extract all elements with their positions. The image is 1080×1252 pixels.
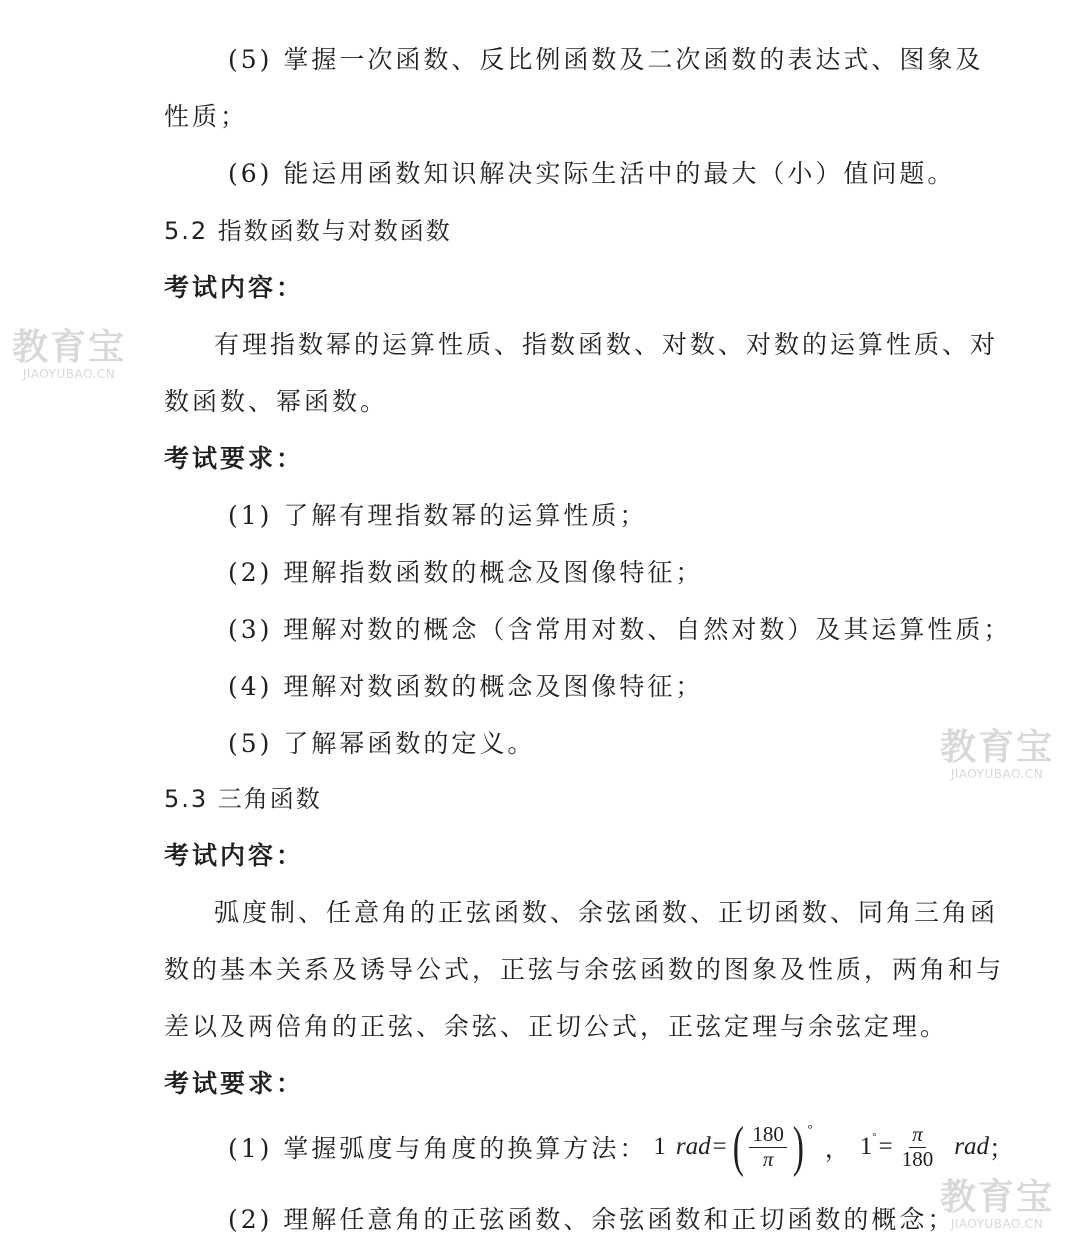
fraction-180-over-pi bbox=[749, 1123, 787, 1170]
degree-symbol: ° bbox=[807, 1121, 813, 1136]
exam-content-line1: 弧度制、任意角的正弦函数、余弦函数、正切函数、同角三角函 bbox=[214, 898, 999, 927]
requirement-item: (2) 理解任意角的正弦函数、余弦函数和正切函数的概念； bbox=[228, 1205, 956, 1234]
right-paren: ) bbox=[792, 1116, 804, 1178]
numerator: π bbox=[909, 1123, 926, 1147]
exam-content-line2: 数的基本关系及诱导公式，正弦与余弦函数的图象及性质，两角和与 bbox=[164, 955, 1005, 984]
requirement-item: (5) 了解幂函数的定义。 bbox=[228, 729, 536, 758]
watermark-logo bbox=[940, 1177, 1055, 1231]
exam-requirements-label: 考试要求： bbox=[164, 1069, 305, 1098]
formula-rad: rad bbox=[954, 1133, 989, 1160]
requirement-radian-conversion bbox=[228, 1115, 1014, 1179]
requirement-item: (1) 了解有理指数幂的运算性质； bbox=[228, 501, 648, 530]
formula-separator: ， bbox=[824, 1136, 850, 1163]
radian-formula bbox=[653, 1116, 1015, 1178]
requirement-item: (4) 理解对数函数的概念及图像特征； bbox=[228, 672, 704, 701]
section-heading-5-2: 5.2 指数函数与对数函数 bbox=[164, 217, 452, 245]
fraction-pi-over-180 bbox=[899, 1123, 937, 1170]
watermark-brand: 教育宝 bbox=[12, 327, 127, 368]
exam-content-label: 考试内容： bbox=[164, 273, 305, 302]
formula-equals: = bbox=[878, 1133, 893, 1160]
degree-symbol: ° bbox=[872, 1131, 877, 1143]
requirement-item: (3) 理解对数的概念（含常用对数、自然对数）及其运算性质； bbox=[228, 615, 1012, 644]
exam-content-line1: 有理指数幂的运算性质、指数函数、对数、对数的运算性质、对 bbox=[214, 330, 999, 359]
formula-equals: = bbox=[712, 1133, 727, 1160]
requirement-5-line1: (5) 掌握一次函数、反比例函数及二次函数的表达式、图象及 bbox=[228, 45, 984, 74]
denominator: 180 bbox=[901, 1146, 934, 1171]
watermark-logo bbox=[940, 727, 1055, 781]
formula-one-degree: 1 bbox=[859, 1133, 873, 1160]
watermark-brand: 教育宝 bbox=[940, 727, 1055, 768]
requirement-text: (1) 掌握弧度与角度的换算方法： bbox=[228, 1134, 648, 1163]
section-heading-5-3: 5.3 三角函数 bbox=[164, 785, 322, 813]
left-paren: ( bbox=[732, 1116, 744, 1178]
formula-one: 1 bbox=[653, 1133, 666, 1160]
exam-content-label: 考试内容： bbox=[164, 841, 305, 870]
numerator: 180 bbox=[749, 1123, 787, 1147]
watermark-url: JIAOYUBAO.CN bbox=[22, 367, 116, 381]
requirement-5-line2: 性质； bbox=[164, 102, 249, 131]
watermark-url: JIAOYUBAO.CN bbox=[950, 767, 1044, 781]
formula-semicolon: ； bbox=[989, 1136, 1015, 1163]
requirement-6: (6) 能运用函数知识解决实际生活中的最大（小）值问题。 bbox=[228, 159, 956, 188]
requirement-item: (2) 理解指数函数的概念及图像特征； bbox=[228, 558, 704, 587]
watermark-brand: 教育宝 bbox=[940, 1177, 1055, 1218]
formula-rad: rad bbox=[675, 1133, 711, 1160]
watermark-url: JIAOYUBAO.CN bbox=[950, 1217, 1044, 1231]
exam-content-line3: 差以及两倍角的正弦、余弦、正切公式，正弦定理与余弦定理。 bbox=[164, 1012, 949, 1041]
exam-content-line2: 数函数、幂函数。 bbox=[164, 387, 389, 416]
exam-requirements-label: 考试要求： bbox=[164, 444, 305, 473]
denominator: π bbox=[762, 1146, 774, 1171]
watermark-logo bbox=[12, 327, 127, 381]
